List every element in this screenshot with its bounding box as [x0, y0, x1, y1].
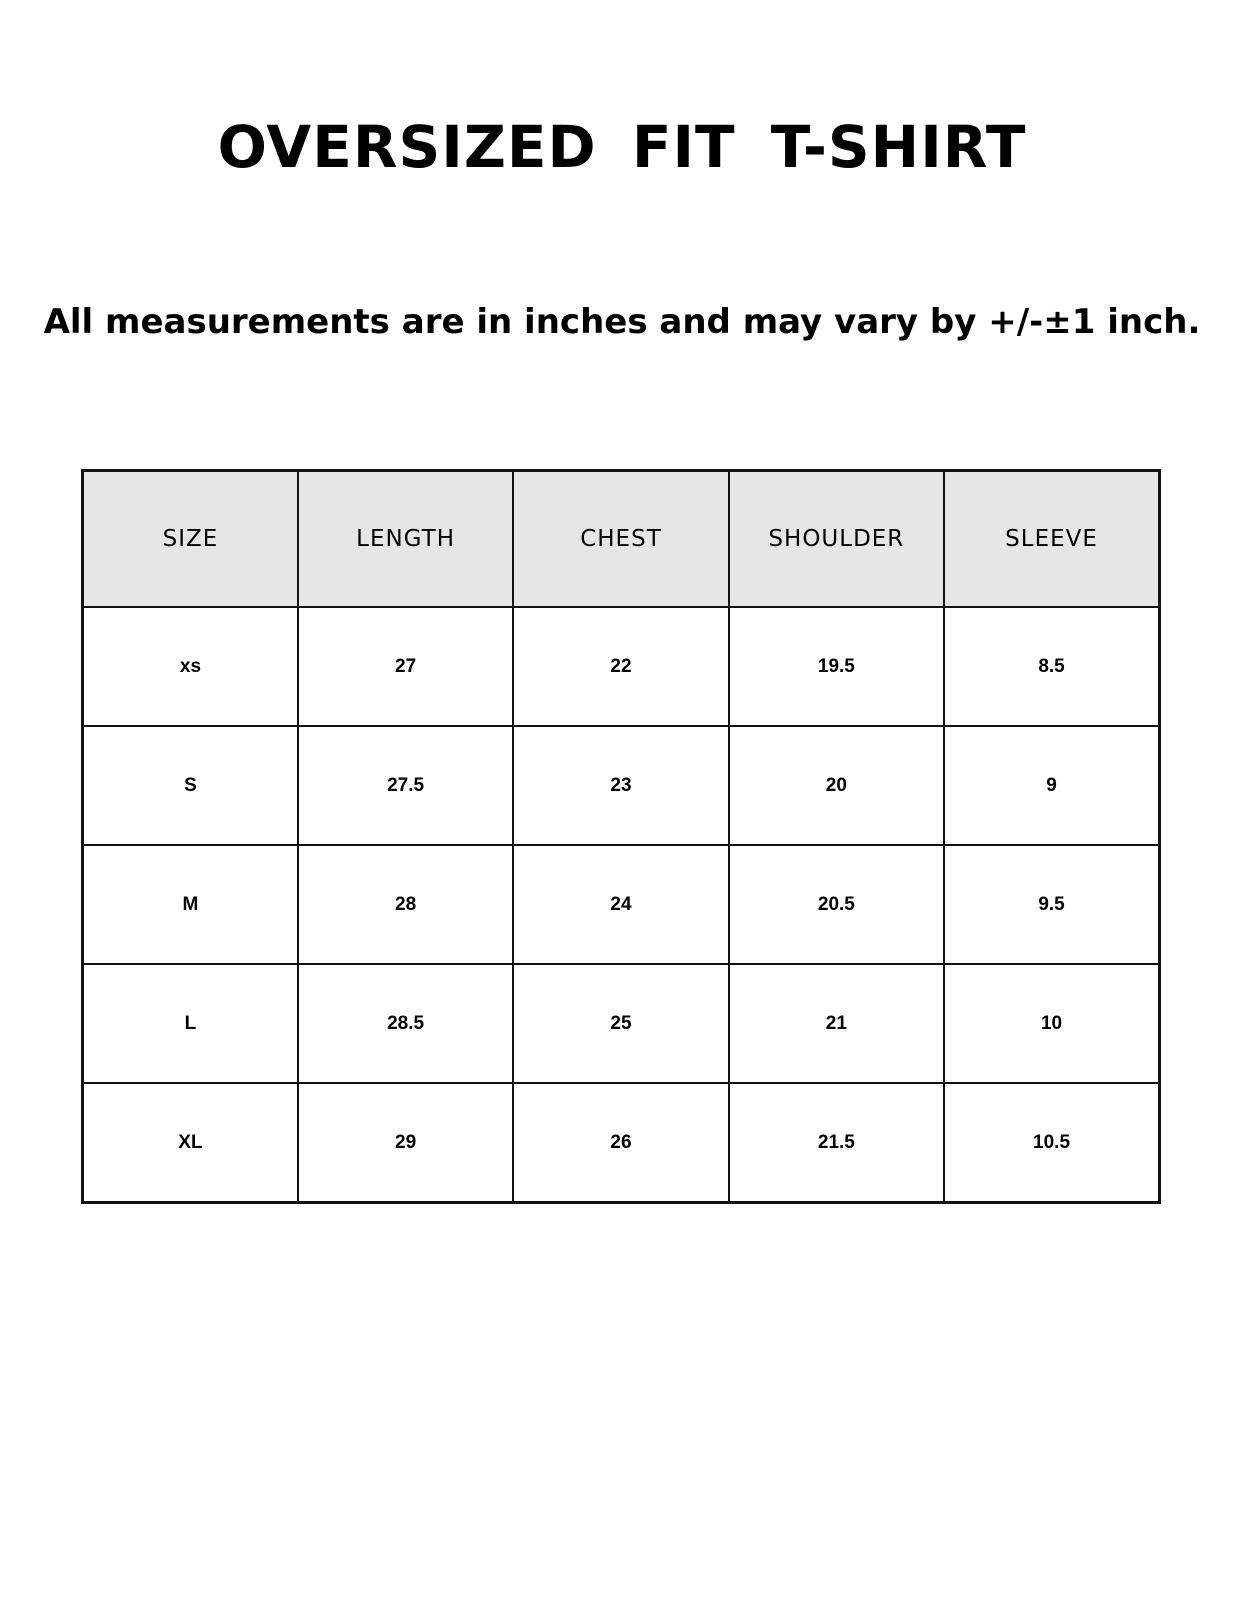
- cell-sleeve: 10: [944, 964, 1159, 1083]
- table-row: [83, 964, 1160, 1083]
- cell-shoulder: 20: [729, 726, 944, 845]
- cell-length: 27: [298, 607, 513, 726]
- header-size: SIZE: [83, 471, 298, 608]
- cell-length: 28.5: [298, 964, 513, 1083]
- cell-sleeve: 8.5: [944, 607, 1159, 726]
- cell-length: 28: [298, 845, 513, 964]
- table-row: [83, 845, 1160, 964]
- cell-chest: 24: [513, 845, 728, 964]
- cell-size: M: [83, 845, 298, 964]
- cell-size: xs: [83, 607, 298, 726]
- cell-shoulder: 21.5: [729, 1083, 944, 1203]
- size-chart-table: [81, 469, 1161, 1204]
- cell-size: L: [83, 964, 298, 1083]
- cell-size: S: [83, 726, 298, 845]
- cell-length: 27.5: [298, 726, 513, 845]
- table-row: [83, 607, 1160, 726]
- cell-size: XL: [83, 1083, 298, 1203]
- header-length: LENGTH: [298, 471, 513, 608]
- page-title: OVERSIZED FIT T-SHIRT: [217, 113, 1027, 181]
- cell-sleeve: 10.5: [944, 1083, 1159, 1203]
- header-shoulder: SHOULDER: [729, 471, 944, 608]
- cell-shoulder: 21: [729, 964, 944, 1083]
- cell-length: 29: [298, 1083, 513, 1203]
- cell-sleeve: 9.5: [944, 845, 1159, 964]
- measurement-note: All measurements are in inches and may vary by +/-±1 inch.: [43, 302, 1201, 342]
- cell-shoulder: 19.5: [729, 607, 944, 726]
- cell-shoulder: 20.5: [729, 845, 944, 964]
- table-row: [83, 726, 1160, 845]
- cell-sleeve: 9: [944, 726, 1159, 845]
- cell-chest: 23: [513, 726, 728, 845]
- cell-chest: 22: [513, 607, 728, 726]
- cell-chest: 25: [513, 964, 728, 1083]
- cell-chest: 26: [513, 1083, 728, 1203]
- table-header-row: [83, 471, 1160, 608]
- header-chest: CHEST: [513, 471, 728, 608]
- table-row: [83, 1083, 1160, 1203]
- header-sleeve: SLEEVE: [944, 471, 1159, 608]
